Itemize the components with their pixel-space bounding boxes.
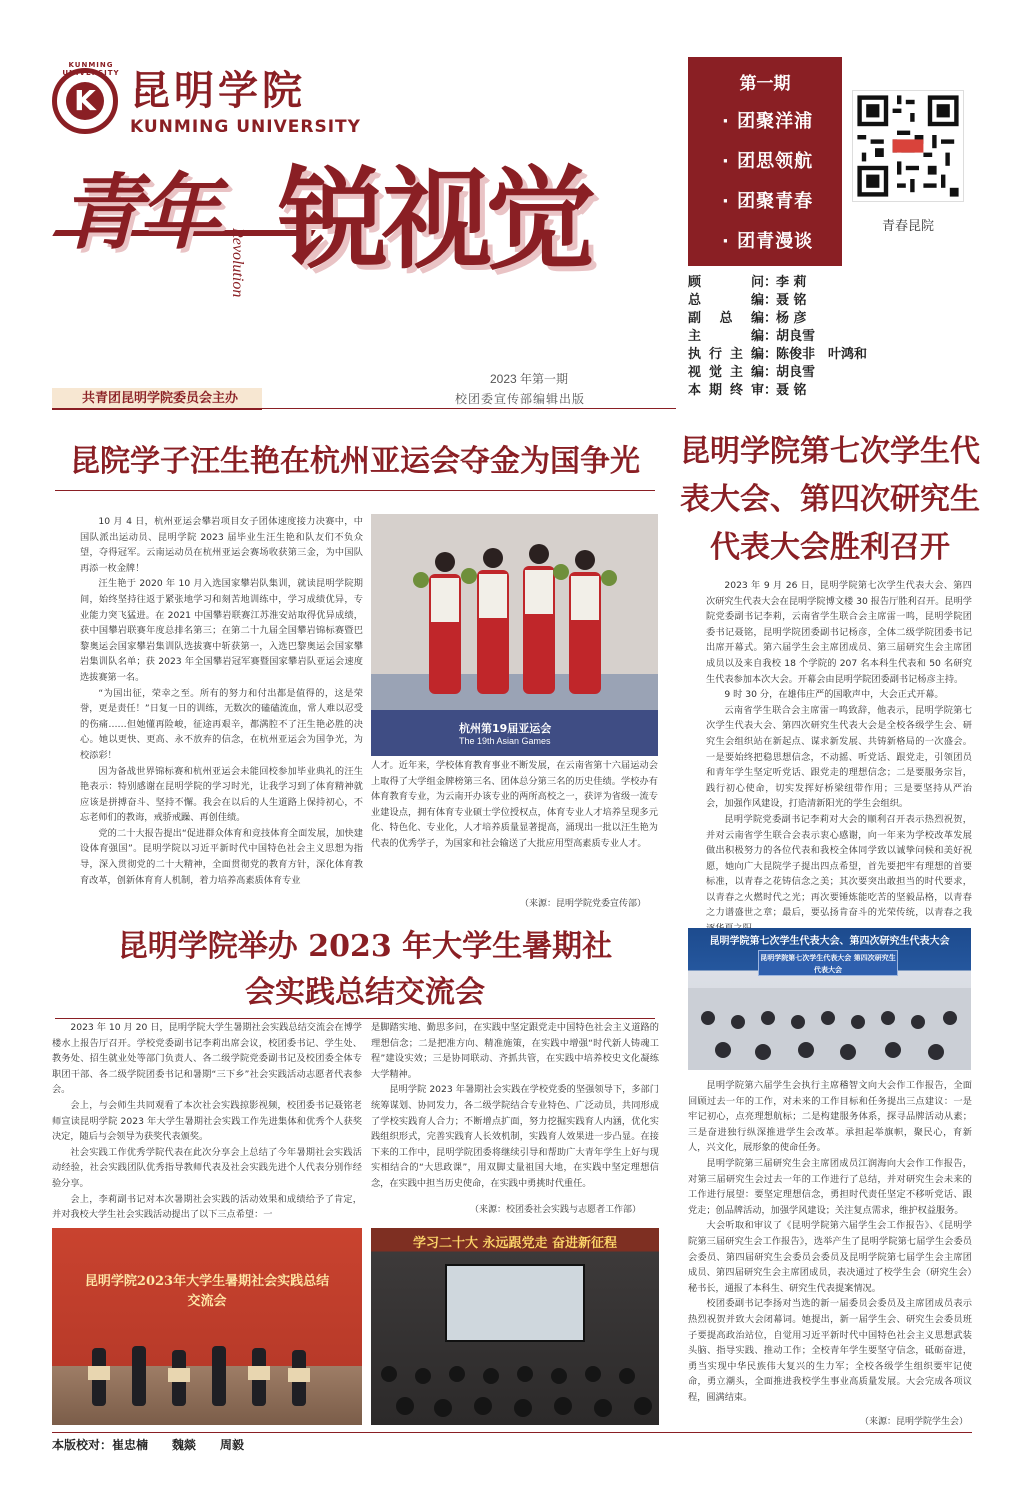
staff-role: 本期终审 — [688, 383, 764, 398]
staff-row: 顾问 ： 李 莉 — [688, 275, 807, 290]
article2-paragraph: 云南省学生联合会主席雷一鸣致辞，他表示，昆明学院第七次学生代表大会、第四次研究生代表大会是全校各级学生会、研究生会组织站在新起点、谋求新发展、共铸新格局的一次盛会。一是要始终把稳思想信念，不动摇、听党话、跟党走，引领团员和青年学生坚定听党话、跟党走的理想信念；二是要服务宗旨，践行初心使命，切实发挥好桥梁纽带作用；三是要坚持从严治会，加强作风建设，打造清新阳光的学生会组织。 — [706, 704, 972, 810]
article2-paragraph: 2023 年 9 月 26 日，昆明学院第七次学生代表大会、第四次研究生代表大会在昆明学院博文楼 30 报告厅胜利召开。昆明学院党委副书记李莉，云南省学生联合会主席雷一鸣，昆明学院团委书记聂铭，昆明学院团委副书记杨彦，全体二级学院团委书记出席开幕式。第六届学生会主席团成员、第三届研究生会主席团成员以及来自我校 18 个学院的 207 名本科生代表和 50 名研究生代表参加本次大会。开幕会由昆明学院团委副书记杨彦主持。 — [706, 580, 972, 685]
article1-paragraph: 10 月 4 日，杭州亚运会攀岩项目女子团体速度接力决赛中，中国队派出运动员、昆明学院 2023 届毕业生汪生艳和队友们不负众望，夺得冠军。云南运动员在杭州亚运会赛场收获第三金，为中国队再添一枚金牌！ — [80, 516, 363, 574]
staff-role: 总编 — [688, 293, 764, 308]
article3-paragraph: 昆明学院 2023 年暑期社会实践在学校党委的坚强领导下，多部门统筹谋划、协同发力，各二级学院结合专业特色、广泛动员，共同形成了学校实践育人合力；不断增点扩面，努力挖掘实践育人内涵，优化实践组织形式，完善实践育人长效机制，实践育人效果进一步凸显。在接下来的工作中，昆明学院团委将继续引导和帮助广大青年学生上好与现实相结合的“大思政课”，用双脚丈量祖国大地，在实践中坚定理想信念，在实践中担当历史使命，在实践中勇挑时代重任。 — [371, 1084, 659, 1189]
staff-name: 李 莉 — [776, 275, 807, 290]
article2-headline: 昆明学院第七次学生代表大会、第四次研究生代表大会胜利召开 — [680, 434, 980, 565]
article3-paragraph: 会上，与会师生共同观看了本次社会实践掠影视频，校团委书记聂铭老师宣读昆明学院 2023 年大学生暑期社会实践工作先进集体和优秀个人获奖决定，随后与会领导为获奖代表颁奖。 — [52, 1099, 362, 1143]
staff-name: 聂 铭 — [776, 293, 807, 308]
article2-paragraph: 大会听取和审议了《昆明学院第六届学生会工作报告》、《昆明学院第三届研究生会工作报告》，选举产生了昆明学院第七届学生会委员会委员、第四届研究生会委员会委员及昆明学院第七届学生会主席团成员、第四届研究生会主席团成员，表决通过了校学生会（研究生会）秘书长，通报了本科生、研究生代表提案情况。 — [688, 1220, 972, 1294]
audience-illustration — [688, 988, 971, 1070]
qr-code-graphic — [853, 91, 963, 201]
article3-paragraph: 2023 年 10 月 20 日，昆明学院大学生暑期社会实践总结交流会在博学楼水上报告厅召开。学校党委副书记李莉出席会议，校团委书记、学生处、教务处、招生就业处等部门负责人、各二级学院党委副书记及校团委全体专职团干部、各二级学院团委书记和暑期“三下乡”社会实践活动志愿者代表参会。 — [52, 1022, 362, 1096]
newspaper-title-en: Revolution — [229, 228, 246, 298]
contents-heading: 第一期 — [739, 74, 791, 94]
article1-paragraph: 因为备战世界锦标赛和杭州亚运会未能回校参加毕业典礼的汪生艳表示：特别感谢在昆明学院的学习时光，让我学习到了体育精神就应该是拼搏奋斗、坚持不懈。我会在以后的人生道路上保持初心，不忘老师们的教诲，戒骄戒躁、再创佳绩。 — [80, 765, 363, 824]
article2-paragraph: 9 时 30 分，在雄伟庄严的国歌声中，大会正式开幕。 — [724, 689, 944, 701]
photo-congress-meeting — [688, 928, 971, 1070]
newspaper-title-part1: 青年 — [60, 165, 216, 261]
award-group-illustration — [52, 1328, 362, 1425]
staff-role: 副总编 — [688, 311, 764, 326]
header-divider — [262, 408, 676, 409]
staff-name: 胡良雪 — [776, 365, 816, 380]
stage-screen — [758, 950, 898, 976]
article1-column-1 — [80, 514, 363, 912]
qr-code-label: 青春昆院 — [882, 218, 935, 233]
proofreaders-names: 崔忠楠 魏燚 周毅 — [112, 1438, 245, 1452]
meeting-banner: 昆明学院第七次学生代表大会、第四次研究生代表大会 — [709, 936, 950, 947]
photo-caption-cn: 杭州第19届亚运会 — [459, 722, 552, 735]
contents-item: · 团青漫谈 — [722, 231, 814, 252]
photo-summary-meeting-stage — [52, 1228, 362, 1425]
staff-row: 视觉主编 ： 胡良雪 — [688, 365, 816, 380]
hall-banner: 学习二十大 永远跟党走 奋进新征程 — [412, 1236, 618, 1251]
article1-paragraph: “为国出征，荣幸之至。所有的努力和付出都是值得的，这是荣誉，更是责任！”日复一日的训练，无数次的磕磕流血，常人难以忍受的伤痛……但她懂再险峻，征途再艰辛，都满腔不了汪生艳必胜的决心。她以更快、更高、永不放弃的信念，在杭州亚运会为国争光，为校添彩！ — [80, 687, 363, 761]
photo-lecture-hall — [371, 1228, 659, 1425]
university-name-cn: 昆明学院 — [130, 67, 306, 114]
issue-number: 2023 年第一期 — [490, 372, 569, 386]
staff-name: 陈俊非 叶鸿和 — [776, 347, 868, 362]
hall-audience-illustration — [371, 1354, 659, 1425]
article2-column-bottom — [688, 1078, 972, 1412]
article3-column-2 — [371, 1020, 659, 1196]
article1-paragraph: 人才。近年来，学校体育教育事业不断发展，在云南省第十六届运动会上取得了大学组金牌榜第三名、团体总分第三名的历史佳绩。学校办有体育教育专业，为云南开办该专业的两所高校之一，获评为省级一流专业建设点，拥有体育专业硕士学位授权点，体育专业人才培养呈现多元化、特色化、专业化，人才培养质量显著提高，涌现出一批以汪生艳为代表的优秀学子，为国家和社会输送了大批应用型高素质专业人才。 — [371, 760, 658, 849]
contents-item: · 团聚洋浦 — [722, 111, 814, 132]
staff-row: 总编 ： 聂 铭 — [688, 293, 807, 308]
article1-column-2 — [371, 758, 658, 878]
article1-paragraph: 党的二十大报告提出“促进群众体育和竞技体育全面发展，加快建设体育强国”。昆明学院以习近平新时代中国特色社会主义思想为指导，深入贯彻党的二十大精神，全面贯彻党的教育方针，深化体育教育改革，创新体育育人机制，着力培养高素质体育专业 — [80, 827, 363, 886]
newspaper-title-part2: 锐视觉 — [278, 155, 590, 284]
logo-ring-text: KUNMING UNIVERSITY — [62, 61, 120, 77]
university-name-en: KUNMING UNIVERSITY — [130, 117, 361, 137]
staff-role: 视觉主编 — [688, 365, 764, 380]
qr-code[interactable] — [852, 90, 964, 202]
staff-name: 胡良雪 — [776, 329, 816, 344]
article2-paragraph: 校团委副书记李扬对当选的新一届委员会委员及主席团成员表示热烈祝贺并致大会闭幕词。她提出，新一届学生会、研究生会委员班子要提高政治站位，自觉用习近平新时代中国特色社会主义思想武装头脑、指导实践、推动工作；全校青年学生要坚守信念，砥砺奋进，勇当实现中华民族伟大复兴的生力军；全校各级学生组织要牢记使命，勇立潮头，全面推进我校学生事业高质量发展。大会完成各项议程，圆满结束。 — [688, 1298, 972, 1403]
stage-screen-text: 昆明学院第七次学生代表大会 第四次研究生代表大会 — [760, 954, 896, 974]
university-logo — [52, 61, 120, 134]
article2-column-top — [706, 578, 972, 920]
article1-headline: 昆院学子汪生艳在杭州亚运会夺金为国争光 — [70, 444, 640, 479]
article1-source: （来源：昆明学院党委宣传部） — [520, 899, 647, 909]
staff-role: 顾问 — [688, 275, 764, 290]
staff-name: 杨 彦 — [776, 311, 807, 326]
staff-name: 聂 铭 — [776, 383, 807, 398]
article2-paragraph: 昆明学院第六届学生会执行主席稽智文向大会作工作报告，全面回顾过去一年的工作，对未来的工作目标和任务提出三点建议：一是牢记初心，点亮理想航标；二是构建服务体系，探寻品牌活动从素；三是奋进独行纵深推进学生会改革。承担起举旗帜，聚民心，育新人，兴文化，展形象的使命任务。 — [688, 1080, 972, 1154]
article3-paragraph: 会上，李莉副书记对本次暑期社会实践的活动效果和成绩给予了肯定，并对我校大学生社会实践活动提出了以下三点希望：一 — [52, 1193, 362, 1221]
staff-role: 主编 — [688, 329, 764, 344]
article2-paragraph: 昆明学院党委副书记李莉对大会的顺利召开表示热烈祝贺，并对云南省学生联合会表示衷心感谢，向一年来为学校改革发展做出积极努力的各位代表和我校全体同学致以诚挚问候和美好祝愿，她向广大昆院学子提出四点希望，首先要把牢有理想的首要标准，以青春之花铸信念之美；其次要突出敢担当的时代要求，以青春之火燃时代之光；再次要锤炼能吃苦的坚毅品格，以青春之力谱盛世之章；最后，要弘扬肯奋斗的光荣传统，以青春之我 — [706, 813, 972, 919]
footer-divider — [52, 1432, 972, 1433]
article3-column-1 — [52, 1020, 362, 1221]
logo-mark: K — [66, 82, 104, 120]
article3-paragraph: 社会实践工作优秀学院代表在此次分享会上总结了今年暑期社会实践活动经验，社会实践团队优秀指导教师代表及社会实践先进个人代表分别作经验分享。 — [52, 1146, 362, 1189]
article1-paragraph: 汪生艳于 2020 年 10 月入选国家攀岩队集训，就读昆明学院期间，始终坚持往返于紧张地学习和刻苦地训练中，学习成绩优异，专业能力突飞猛进。在 2021 中国攀岩联赛江苏淮安站取得优异成绩，获中国攀岩联赛年度总排名第三；在第二十九届全国攀岩锦标赛暨巴黎奥运会国家攀岩集训队选拔赛中斩获第一，入选巴黎奥运会国家攀岩集训队名单；获 2023 年全国攀岩冠军赛暨国家攀岩队亚运会速度选拔赛第一名。 — [80, 578, 363, 683]
hall-screen — [445, 1264, 585, 1342]
staff-row: 执行主编 ： 陈俊非 叶鸿和 — [688, 347, 868, 362]
article3-headline: 昆明学院举办 2023 年大学生暑期社会实践总结交流会 — [117, 929, 613, 1010]
photo-asian-games-podium — [371, 514, 658, 756]
stage-banner: 昆明学院2023年大学生暑期社会实践总结交流会 — [84, 1274, 330, 1309]
staff-list — [688, 274, 988, 400]
staff-row: 主编 ： 胡良雪 — [688, 329, 816, 344]
contents-item: · 团思领航 — [722, 151, 814, 172]
photo-caption-en: The 19th Asian Games — [459, 736, 551, 746]
staff-row: 本期终审 ： 聂 铭 — [688, 383, 807, 398]
article3-rule — [55, 1018, 655, 1019]
contents-box — [688, 57, 842, 266]
proofreaders — [52, 1436, 244, 1453]
staff-role: 执行主编 — [688, 347, 764, 362]
staff-row: 副总编 ： 杨 彦 — [688, 311, 807, 326]
article2-source: （来源：昆明学院学生会） — [860, 1417, 969, 1427]
article2-paragraph: 昆明学院第三届研究生会主席团成员江润海向大会作工作报告，对第三届研究生会过去一年的工作进行了总结，并对研究生会未来的工作进行展望：要坚定理想信念，勇担时代责任坚定不移听党话、跟党走；创品牌活动，加强学风建设；关注复点需求，维护权益服务。 — [688, 1157, 972, 1216]
proofreaders-label: 本版校对： — [52, 1438, 113, 1452]
article3-source: （来源：校团委社会实践与志愿者工作部） — [470, 1205, 642, 1215]
contents-item: · 团聚青春 — [722, 191, 814, 212]
sponsor-banner: 共青团昆明学院委员会主办 — [52, 388, 262, 410]
article1-rule — [55, 490, 655, 491]
article3-paragraph: 是脚踏实地、勤思多问，在实践中坚定跟党走中国特色社会主义道路的理想信念；二是把准方向、精准施策，在实践中增强“时代新人铸魂工程”建设实效；三是协同联动、齐抓共管，在实践中培养校史文化凝练大学精神。 — [371, 1022, 659, 1080]
issue-publisher: 校团委宣传部编辑出版 — [455, 392, 586, 406]
